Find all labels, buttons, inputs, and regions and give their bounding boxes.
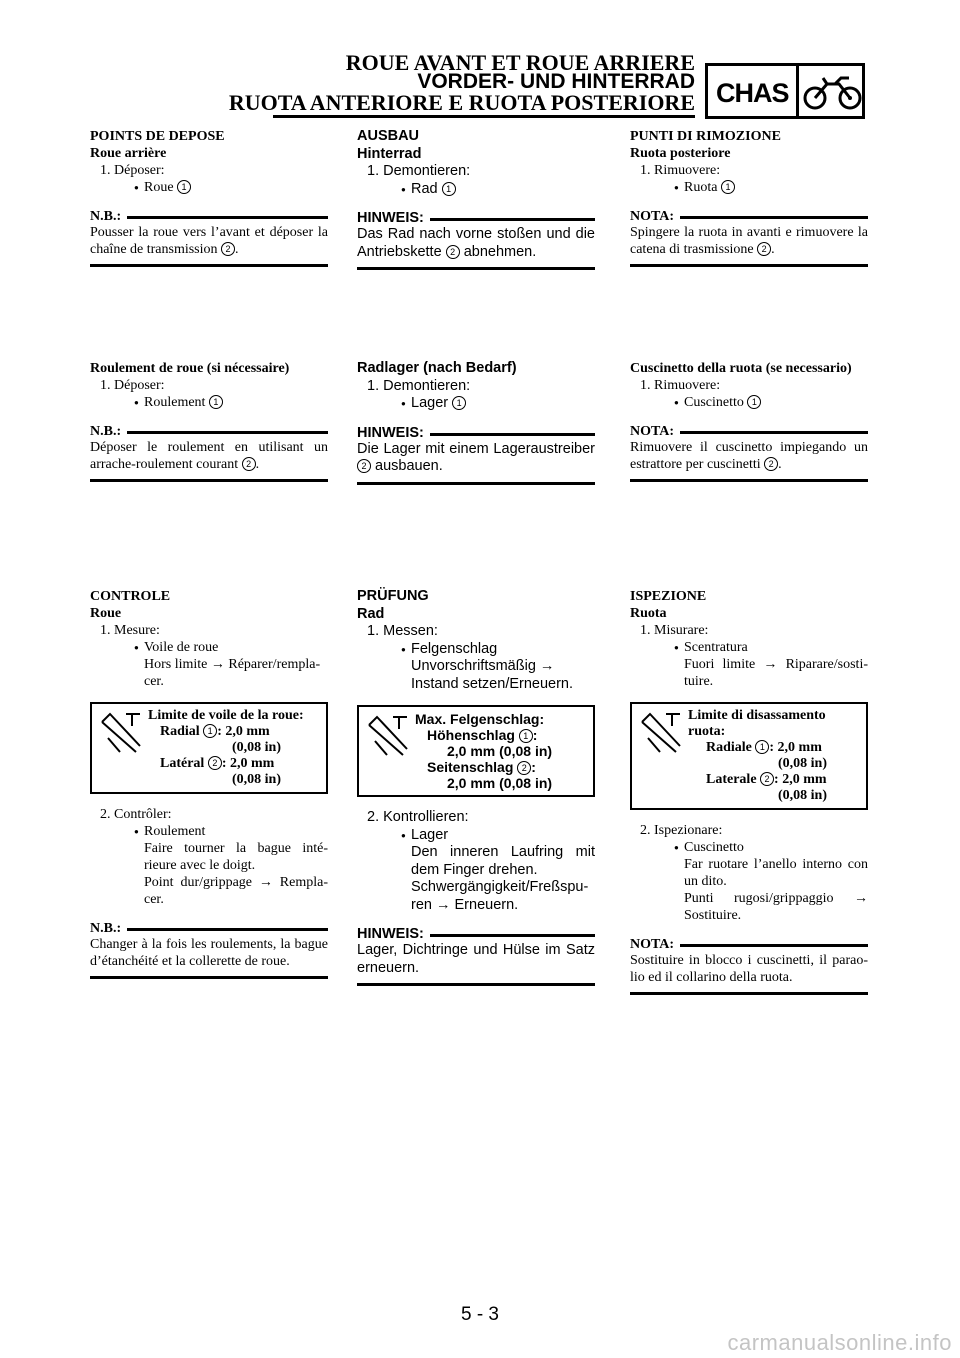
section-heading: AUSBAU (357, 128, 420, 144)
spec-row-radial (415, 727, 589, 743)
note-text: Rimuovere il cuscinetto impiegando un estrattore per cuscinetti (630, 440, 868, 472)
section-heading: Roulement de roue (si nécessaire) (90, 361, 290, 376)
note-text: Pousser la roue vers l’avant et déposer la chaîne de transmission (90, 225, 328, 257)
note-suffix: . (255, 457, 260, 472)
ref-1-marker: 1 (452, 396, 466, 410)
note-text: Das Rad nach vorne stoßen und die Antriebskette (357, 226, 595, 260)
fr-removal-section (90, 128, 328, 267)
spec-value: : 2,0 mm (769, 740, 822, 755)
ref-2-marker: 2 (446, 245, 460, 259)
spec-value: : 2,0 mm (774, 772, 827, 787)
note-header (357, 210, 595, 226)
spec-label: Seitenschlag (427, 759, 514, 775)
bullet-item: ● Cuscinetto (630, 839, 868, 856)
fr-bearing-section (90, 360, 328, 482)
note-header (357, 926, 595, 942)
section-badge-label: CHAS (716, 78, 789, 108)
wrench-spec-icon (96, 708, 146, 758)
bullet-item (357, 181, 595, 199)
spec-title: Max. Felgenschlag: (415, 711, 545, 727)
note-header (90, 920, 328, 936)
spec-value-inch: (0,08 in) (778, 756, 827, 771)
section-badge (705, 63, 865, 119)
bullet-item (90, 394, 328, 411)
spec-value-inch: (0,08 in) (778, 788, 827, 803)
ref-1-marker: 1 (747, 395, 761, 409)
spec-label: Latéral (160, 756, 205, 771)
note-header (357, 425, 595, 441)
bullet-detail: Punti rugosi/grippaggio → Sostituire. (684, 891, 868, 923)
header-rule (273, 115, 695, 118)
note-text: Déposer le roulement en utilisant un arrache-roulement courant (90, 440, 328, 472)
spec-value: : 2,0 mm (221, 756, 275, 771)
spec-value: : (532, 727, 538, 743)
spec-title: Limite de voile de la roue: (148, 708, 304, 723)
note-label: N.B.: (90, 424, 127, 439)
note-end-rule (90, 264, 328, 267)
note-body (630, 224, 868, 258)
note-end-rule (630, 992, 868, 995)
note-header (630, 936, 868, 952)
note-label: HINWEIS: (357, 425, 430, 441)
bullet-item: ● Lager (357, 827, 595, 845)
it-inspection-section (630, 588, 868, 995)
wrench-spec-icon (363, 711, 413, 761)
spec-label: Radiale (706, 740, 752, 755)
de-removal-section (357, 128, 595, 270)
section-subheading: Rad (357, 605, 385, 622)
note-suffix: . (235, 242, 239, 257)
note-body: Changer à la fois les roulements, la bague d’étanchéité et la collerette de roue. (90, 937, 328, 969)
bullet-text: Ruota (684, 180, 718, 195)
spec-text (415, 707, 593, 795)
motorcycle-icon (803, 70, 863, 114)
ref-2-marker: 2 (764, 457, 778, 471)
bullet-item: ● Voile de roue (90, 639, 328, 656)
note-header (90, 208, 328, 224)
note-body (357, 441, 595, 476)
step-1: 1. Déposer: (100, 378, 165, 393)
title-italian: RUOTA ANTERIORE E RUOTA POSTERIORE (228, 90, 695, 115)
bullet-item (630, 394, 868, 411)
it-removal-section (630, 128, 868, 267)
bullet-detail: Far ruotare l’anello interno con un dito. (684, 857, 868, 889)
spec-value: 2,0 mm (0,08 in) (447, 775, 553, 791)
note-body (357, 226, 595, 261)
note-end-rule (357, 267, 595, 270)
ref-1-marker: 1 (755, 740, 769, 754)
spec-value: : (531, 759, 536, 775)
spec-row-radial (688, 740, 862, 756)
section-heading: Radlager (nach Bedarf) (357, 360, 517, 376)
step-1: 1. Demontieren: (367, 377, 471, 394)
note-header (630, 423, 868, 439)
spec-row-lateral (688, 772, 862, 788)
bullet-text: Roue (144, 180, 174, 195)
section-subheading: Ruota (630, 606, 667, 621)
bullet-detail: Fuori limite → Riparare/sosti-tuire. (684, 657, 868, 689)
bullet-text: Cuscinetto (684, 395, 744, 410)
page-header (0, 0, 960, 120)
section-subheading: Hinterrad (357, 145, 422, 162)
note-end-rule (90, 479, 328, 482)
spec-text (148, 704, 326, 792)
spec-box (357, 705, 595, 797)
spec-value: : 2,0 mm (217, 724, 270, 739)
step-1: 1. Déposer: (100, 163, 165, 178)
spec-label: Höhenschlag (427, 727, 515, 743)
bullet-item: ● Scentratura (630, 639, 868, 656)
note-label: HINWEIS: (357, 210, 430, 226)
ref-1-marker: 1 (519, 729, 533, 743)
bullet-detail: Faire tourner la bague inté-rieure avec le doigt. (144, 841, 328, 873)
page-number: 5 - 3 (460, 1304, 500, 1325)
step-2: 2. Contrôler: (100, 807, 172, 822)
note-body (90, 439, 328, 473)
bullet-detail: Point dur/grippage → Rempla-cer. (144, 875, 328, 907)
bullet-text: Rad (411, 180, 438, 197)
note-label: NOTA: (630, 209, 680, 224)
section-heading: POINTS DE DEPOSE (90, 129, 225, 144)
note-body (630, 439, 868, 473)
note-suffix: . (771, 242, 775, 257)
section-subheading: Ruota posteriore (630, 146, 731, 161)
watermark: carmanualsonline.info (727, 1330, 952, 1355)
spec-label: Radial (160, 724, 200, 739)
note-end-rule (357, 482, 595, 485)
step-2: 2. Ispezionare: (640, 823, 723, 838)
step-2: 2. Kontrollieren: (367, 809, 469, 825)
fr-inspection-section (90, 588, 328, 979)
ref-2-marker: 2 (208, 756, 222, 770)
note-end-rule (630, 264, 868, 267)
bullet-item: ● Roulement (90, 823, 328, 840)
bullet-detail: Den inneren Laufring mit dem Finger drehen. (411, 844, 595, 878)
step-1: 1. Messen: (367, 623, 438, 639)
bullet-item (630, 179, 868, 196)
note-end-rule (90, 976, 328, 979)
section-heading: PRÜFUNG (357, 588, 429, 604)
note-label: N.B.: (90, 209, 127, 224)
note-body: Lager, Dichtringe und Hülse im Satz erneuern. (357, 942, 595, 976)
section-heading: Cuscinetto della ruota (se necessario) (630, 361, 852, 376)
bullet-text: Lager (411, 395, 449, 411)
ref-2-marker: 2 (242, 457, 256, 471)
section-heading: ISPEZIONE (630, 589, 707, 604)
ref-1-marker: 1 (442, 182, 456, 196)
section-heading: PUNTI DI RIMOZIONE (630, 129, 781, 144)
step-1: 1. Rimuovere: (640, 378, 721, 393)
step-1: 1. Rimuovere: (640, 163, 721, 178)
wrench-spec-icon (636, 708, 686, 758)
ref-1-marker: 1 (177, 180, 191, 194)
spec-row-radial (148, 724, 322, 740)
step-1: 1. Misurare: (640, 623, 709, 638)
bullet-detail: Hors limite → Réparer/rempla-cer. (144, 657, 321, 689)
note-suffix: . (778, 457, 782, 472)
note-header (630, 208, 868, 224)
step-1: 1. Mesure: (100, 623, 160, 638)
section-subheading: Roue arrière (90, 146, 167, 161)
it-bearing-section (630, 360, 868, 482)
note-header (90, 423, 328, 439)
spec-box (630, 702, 868, 810)
spec-value-inch: (0,08 in) (232, 772, 281, 787)
bullet-text: Roulement (144, 395, 206, 410)
section-subheading: Roue (90, 606, 122, 621)
spec-value: 2,0 mm (0,08 in) (447, 743, 553, 759)
title-french: ROUE AVANT ET ROUE ARRIERE (345, 50, 695, 75)
spec-value-inch: (0,08 in) (232, 740, 281, 755)
bullet-detail: Schwergängigkeit/Freßspu-ren → Erneuern. (411, 879, 589, 913)
bullet-item (90, 179, 328, 196)
bullet-detail: Unvorschriftsmäßig → Instand setzen/Erneuern. (411, 658, 574, 692)
note-suffix: abnehmen. (459, 243, 537, 260)
bullet-item (357, 395, 595, 413)
note-end-rule (357, 983, 595, 986)
de-bearing-section (357, 360, 595, 485)
spec-label: Laterale (706, 772, 757, 787)
ref-2-marker: 2 (757, 242, 771, 256)
section-heading: CONTROLE (90, 589, 171, 604)
ref-1-marker: 1 (721, 180, 735, 194)
ref-1-marker: 1 (209, 395, 223, 409)
note-label: NOTA: (630, 937, 680, 952)
spec-row-lateral (148, 756, 322, 772)
de-inspection-section (357, 588, 595, 986)
note-body (90, 224, 328, 258)
spec-box (90, 702, 328, 794)
note-text: Die Lager mit einem Lageraustreiber (357, 440, 595, 457)
note-end-rule (630, 479, 868, 482)
note-text: Spingere la ruota in avanti e rimuovere la catena di trasmissione (630, 225, 868, 257)
note-body: Sostituire in blocco i cuscinetti, il parao-lio ed il collarino della ruota. (630, 953, 868, 985)
ref-2-marker: 2 (221, 242, 235, 256)
note-label: N.B.: (90, 921, 127, 936)
ref-2-marker: 2 (760, 772, 774, 786)
spec-text (688, 704, 866, 808)
spec-title: Limite di disassamento ruota: (688, 708, 826, 739)
badge-divider (796, 66, 799, 116)
ref-2-marker: 2 (357, 459, 371, 473)
spec-row-lateral (415, 759, 589, 775)
note-label: NOTA: (630, 424, 680, 439)
bullet-item: ● Felgenschlag (357, 641, 595, 659)
note-label: HINWEIS: (357, 926, 430, 942)
step-1: 1. Demontieren: (367, 163, 471, 179)
ref-1-marker: 1 (203, 724, 217, 738)
title-german: VORDER- UND HINTERRAD (417, 70, 695, 93)
note-suffix: ausbauen. (371, 458, 443, 474)
ref-2-marker: 2 (517, 761, 531, 775)
